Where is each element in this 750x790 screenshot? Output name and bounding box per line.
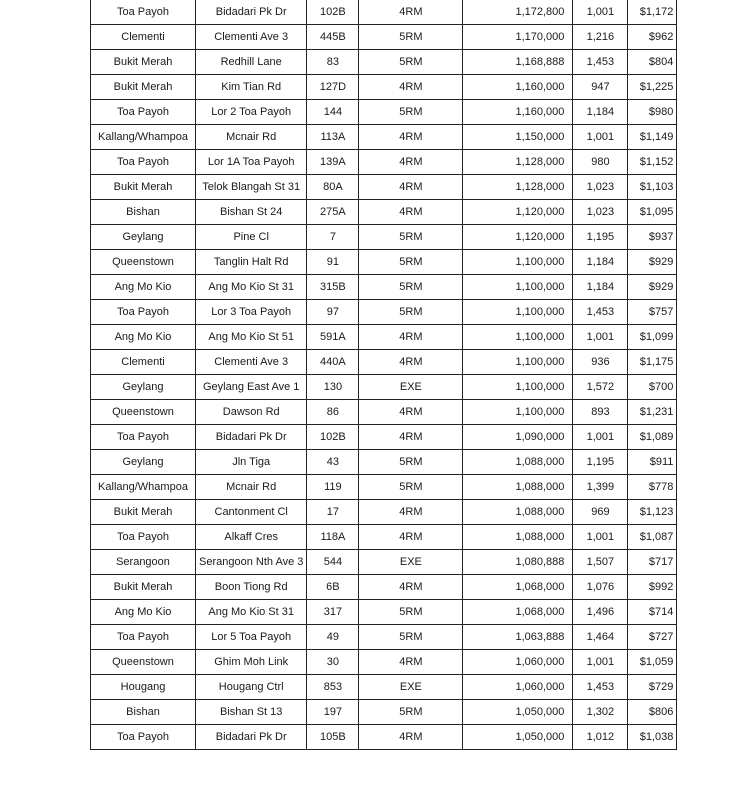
price-cell: 1,128,000 [463, 175, 573, 200]
area-cell: 1,184 [573, 275, 628, 300]
price-cell: 1,068,000 [463, 575, 573, 600]
street-cell: Clementi Ave 3 [196, 350, 307, 375]
flat-type-cell: 4RM [359, 350, 463, 375]
block-cell: 130 [307, 375, 359, 400]
area-cell: 1,507 [573, 550, 628, 575]
area-cell: 1,001 [573, 0, 628, 25]
table-row [91, 250, 677, 275]
price-cell: 1,168,888 [463, 50, 573, 75]
psf-cell: $1,103 [628, 175, 677, 200]
table-row [91, 725, 677, 750]
town-cell: Serangoon [91, 550, 196, 575]
town-cell: Geylang [91, 375, 196, 400]
psf-cell: $804 [628, 50, 677, 75]
town-cell: Bishan [91, 700, 196, 725]
street-cell: Hougang Ctrl [196, 675, 307, 700]
psf-cell: $806 [628, 700, 677, 725]
price-cell: 1,088,000 [463, 525, 573, 550]
price-cell: 1,088,000 [463, 475, 573, 500]
area-cell: 1,572 [573, 375, 628, 400]
street-cell: Alkaff Cres [196, 525, 307, 550]
table-row [91, 75, 677, 100]
flat-type-cell: 4RM [359, 325, 463, 350]
block-cell: 127D [307, 75, 359, 100]
street-cell: Bishan St 13 [196, 700, 307, 725]
block-cell: 275A [307, 200, 359, 225]
flat-type-cell: 5RM [359, 50, 463, 75]
area-cell: 1,001 [573, 325, 628, 350]
table-row [91, 500, 677, 525]
flat-type-cell: 4RM [359, 400, 463, 425]
town-cell: Geylang [91, 225, 196, 250]
block-cell: 317 [307, 600, 359, 625]
town-cell: Toa Payoh [91, 625, 196, 650]
flat-type-cell: 4RM [359, 125, 463, 150]
town-cell: Bishan [91, 200, 196, 225]
block-cell: 197 [307, 700, 359, 725]
block-cell: 83 [307, 50, 359, 75]
town-cell: Queenstown [91, 250, 196, 275]
flat-type-cell: 5RM [359, 250, 463, 275]
flat-type-cell: 5RM [359, 275, 463, 300]
block-cell: 86 [307, 400, 359, 425]
psf-cell: $929 [628, 275, 677, 300]
flat-type-cell: 4RM [359, 725, 463, 750]
price-cell: 1,100,000 [463, 400, 573, 425]
area-cell: 936 [573, 350, 628, 375]
table-row [91, 575, 677, 600]
price-cell: 1,100,000 [463, 275, 573, 300]
block-cell: 440A [307, 350, 359, 375]
price-cell: 1,088,000 [463, 450, 573, 475]
flat-type-cell: 4RM [359, 525, 463, 550]
table-row [91, 0, 677, 25]
block-cell: 7 [307, 225, 359, 250]
street-cell: Lor 2 Toa Payoh [196, 100, 307, 125]
street-cell: Dawson Rd [196, 400, 307, 425]
area-cell: 1,012 [573, 725, 628, 750]
psf-cell: $1,175 [628, 350, 677, 375]
town-cell: Toa Payoh [91, 0, 196, 25]
town-cell: Ang Mo Kio [91, 275, 196, 300]
price-cell: 1,100,000 [463, 250, 573, 275]
price-cell: 1,150,000 [463, 125, 573, 150]
town-cell: Bukit Merah [91, 75, 196, 100]
psf-cell: $714 [628, 600, 677, 625]
area-cell: 1,399 [573, 475, 628, 500]
price-cell: 1,063,888 [463, 625, 573, 650]
flat-type-cell: 4RM [359, 150, 463, 175]
table-row [91, 200, 677, 225]
psf-cell: $1,087 [628, 525, 677, 550]
flat-type-cell: 5RM [359, 300, 463, 325]
flat-type-cell: 4RM [359, 75, 463, 100]
psf-cell: $1,099 [628, 325, 677, 350]
price-cell: 1,088,000 [463, 500, 573, 525]
price-cell: 1,120,000 [463, 225, 573, 250]
psf-cell: $757 [628, 300, 677, 325]
town-cell: Bukit Merah [91, 50, 196, 75]
street-cell: Jln Tiga [196, 450, 307, 475]
area-cell: 1,453 [573, 675, 628, 700]
block-cell: 102B [307, 0, 359, 25]
price-cell: 1,100,000 [463, 375, 573, 400]
psf-cell: $1,225 [628, 75, 677, 100]
flat-type-cell: 5RM [359, 475, 463, 500]
psf-cell: $1,123 [628, 500, 677, 525]
street-cell: Redhill Lane [196, 50, 307, 75]
block-cell: 144 [307, 100, 359, 125]
flat-type-cell: 5RM [359, 25, 463, 50]
psf-cell: $980 [628, 100, 677, 125]
table-row [91, 600, 677, 625]
flat-type-cell: 5RM [359, 100, 463, 125]
street-cell: Bidadari Pk Dr [196, 725, 307, 750]
psf-cell: $911 [628, 450, 677, 475]
flat-type-cell: 4RM [359, 0, 463, 25]
block-cell: 445B [307, 25, 359, 50]
block-cell: 80A [307, 175, 359, 200]
town-cell: Geylang [91, 450, 196, 475]
resale-transactions-table [90, 0, 677, 750]
price-cell: 1,060,000 [463, 675, 573, 700]
street-cell: Kim Tian Rd [196, 75, 307, 100]
price-cell: 1,068,000 [463, 600, 573, 625]
price-cell: 1,128,000 [463, 150, 573, 175]
street-cell: Clementi Ave 3 [196, 25, 307, 50]
table-row [91, 325, 677, 350]
flat-type-cell: 4RM [359, 175, 463, 200]
psf-cell: $729 [628, 675, 677, 700]
price-cell: 1,050,000 [463, 700, 573, 725]
table-row [91, 175, 677, 200]
area-cell: 1,464 [573, 625, 628, 650]
street-cell: Lor 5 Toa Payoh [196, 625, 307, 650]
price-cell: 1,120,000 [463, 200, 573, 225]
town-cell: Toa Payoh [91, 725, 196, 750]
price-cell: 1,100,000 [463, 300, 573, 325]
table-body [91, 0, 677, 750]
town-cell: Toa Payoh [91, 300, 196, 325]
psf-cell: $778 [628, 475, 677, 500]
area-cell: 1,001 [573, 425, 628, 450]
flat-type-cell: 5RM [359, 450, 463, 475]
town-cell: Kallang/Whampoa [91, 475, 196, 500]
town-cell: Clementi [91, 350, 196, 375]
area-cell: 1,453 [573, 50, 628, 75]
table-row [91, 125, 677, 150]
town-cell: Hougang [91, 675, 196, 700]
table-row [91, 425, 677, 450]
table-row [91, 650, 677, 675]
street-cell: Bidadari Pk Dr [196, 425, 307, 450]
price-cell: 1,050,000 [463, 725, 573, 750]
flat-type-cell: 5RM [359, 700, 463, 725]
price-cell: 1,100,000 [463, 325, 573, 350]
table-row [91, 675, 677, 700]
psf-cell: $1,152 [628, 150, 677, 175]
block-cell: 6B [307, 575, 359, 600]
area-cell: 1,076 [573, 575, 628, 600]
area-cell: 1,001 [573, 525, 628, 550]
table-row [91, 525, 677, 550]
town-cell: Toa Payoh [91, 425, 196, 450]
area-cell: 947 [573, 75, 628, 100]
street-cell: Lor 1A Toa Payoh [196, 150, 307, 175]
town-cell: Kallang/Whampoa [91, 125, 196, 150]
price-cell: 1,090,000 [463, 425, 573, 450]
psf-cell: $1,149 [628, 125, 677, 150]
block-cell: 853 [307, 675, 359, 700]
block-cell: 102B [307, 425, 359, 450]
price-cell: 1,160,000 [463, 75, 573, 100]
block-cell: 30 [307, 650, 359, 675]
street-cell: Mcnair Rd [196, 125, 307, 150]
block-cell: 544 [307, 550, 359, 575]
street-cell: Lor 3 Toa Payoh [196, 300, 307, 325]
table-row [91, 100, 677, 125]
flat-type-cell: 4RM [359, 500, 463, 525]
psf-cell: $1,089 [628, 425, 677, 450]
street-cell: Ang Mo Kio St 51 [196, 325, 307, 350]
town-cell: Bukit Merah [91, 575, 196, 600]
street-cell: Telok Blangah St 31 [196, 175, 307, 200]
street-cell: Bidadari Pk Dr [196, 0, 307, 25]
table-row [91, 400, 677, 425]
psf-cell: $1,231 [628, 400, 677, 425]
street-cell: Pine Cl [196, 225, 307, 250]
psf-cell: $929 [628, 250, 677, 275]
area-cell: 1,216 [573, 25, 628, 50]
area-cell: 1,023 [573, 200, 628, 225]
area-cell: 1,302 [573, 700, 628, 725]
price-cell: 1,060,000 [463, 650, 573, 675]
block-cell: 43 [307, 450, 359, 475]
block-cell: 315B [307, 275, 359, 300]
area-cell: 1,195 [573, 225, 628, 250]
street-cell: Boon Tiong Rd [196, 575, 307, 600]
flat-type-cell: 4RM [359, 200, 463, 225]
table-row [91, 625, 677, 650]
area-cell: 1,184 [573, 250, 628, 275]
flat-type-cell: EXE [359, 675, 463, 700]
flat-type-cell: 5RM [359, 625, 463, 650]
block-cell: 591A [307, 325, 359, 350]
price-cell: 1,170,000 [463, 25, 573, 50]
block-cell: 139A [307, 150, 359, 175]
block-cell: 119 [307, 475, 359, 500]
area-cell: 1,001 [573, 650, 628, 675]
street-cell: Mcnair Rd [196, 475, 307, 500]
town-cell: Queenstown [91, 400, 196, 425]
flat-type-cell: EXE [359, 375, 463, 400]
town-cell: Queenstown [91, 650, 196, 675]
table-row [91, 25, 677, 50]
street-cell: Ang Mo Kio St 31 [196, 600, 307, 625]
street-cell: Bishan St 24 [196, 200, 307, 225]
psf-cell: $992 [628, 575, 677, 600]
area-cell: 1,195 [573, 450, 628, 475]
flat-type-cell: 5RM [359, 225, 463, 250]
price-cell: 1,080,888 [463, 550, 573, 575]
town-cell: Bukit Merah [91, 175, 196, 200]
table-row [91, 450, 677, 475]
table-row [91, 50, 677, 75]
block-cell: 97 [307, 300, 359, 325]
street-cell: Cantonment Cl [196, 500, 307, 525]
area-cell: 969 [573, 500, 628, 525]
table-row [91, 275, 677, 300]
table-row [91, 300, 677, 325]
psf-cell: $937 [628, 225, 677, 250]
price-cell: 1,160,000 [463, 100, 573, 125]
block-cell: 113A [307, 125, 359, 150]
area-cell: 1,023 [573, 175, 628, 200]
area-cell: 1,453 [573, 300, 628, 325]
block-cell: 118A [307, 525, 359, 550]
area-cell: 980 [573, 150, 628, 175]
psf-cell: $1,095 [628, 200, 677, 225]
street-cell: Ghim Moh Link [196, 650, 307, 675]
street-cell: Geylang East Ave 1 [196, 375, 307, 400]
price-cell: 1,100,000 [463, 350, 573, 375]
psf-cell: $1,172 [628, 0, 677, 25]
psf-cell: $700 [628, 375, 677, 400]
town-cell: Ang Mo Kio [91, 325, 196, 350]
table-row [91, 375, 677, 400]
psf-cell: $1,038 [628, 725, 677, 750]
table-row [91, 225, 677, 250]
town-cell: Clementi [91, 25, 196, 50]
psf-cell: $727 [628, 625, 677, 650]
street-cell: Tanglin Halt Rd [196, 250, 307, 275]
area-cell: 1,001 [573, 125, 628, 150]
flat-type-cell: EXE [359, 550, 463, 575]
block-cell: 17 [307, 500, 359, 525]
flat-type-cell: 4RM [359, 650, 463, 675]
table-row [91, 550, 677, 575]
street-cell: Serangoon Nth Ave 3 [196, 550, 307, 575]
town-cell: Ang Mo Kio [91, 600, 196, 625]
psf-cell: $717 [628, 550, 677, 575]
street-cell: Ang Mo Kio St 31 [196, 275, 307, 300]
area-cell: 1,184 [573, 100, 628, 125]
table-row [91, 350, 677, 375]
block-cell: 91 [307, 250, 359, 275]
town-cell: Toa Payoh [91, 150, 196, 175]
price-cell: 1,172,800 [463, 0, 573, 25]
table-row [91, 475, 677, 500]
table-row [91, 150, 677, 175]
flat-type-cell: 4RM [359, 425, 463, 450]
table-row [91, 700, 677, 725]
area-cell: 893 [573, 400, 628, 425]
town-cell: Bukit Merah [91, 500, 196, 525]
block-cell: 105B [307, 725, 359, 750]
flat-type-cell: 5RM [359, 600, 463, 625]
town-cell: Toa Payoh [91, 100, 196, 125]
flat-type-cell: 4RM [359, 575, 463, 600]
psf-cell: $1,059 [628, 650, 677, 675]
town-cell: Toa Payoh [91, 525, 196, 550]
psf-cell: $962 [628, 25, 677, 50]
area-cell: 1,496 [573, 600, 628, 625]
block-cell: 49 [307, 625, 359, 650]
